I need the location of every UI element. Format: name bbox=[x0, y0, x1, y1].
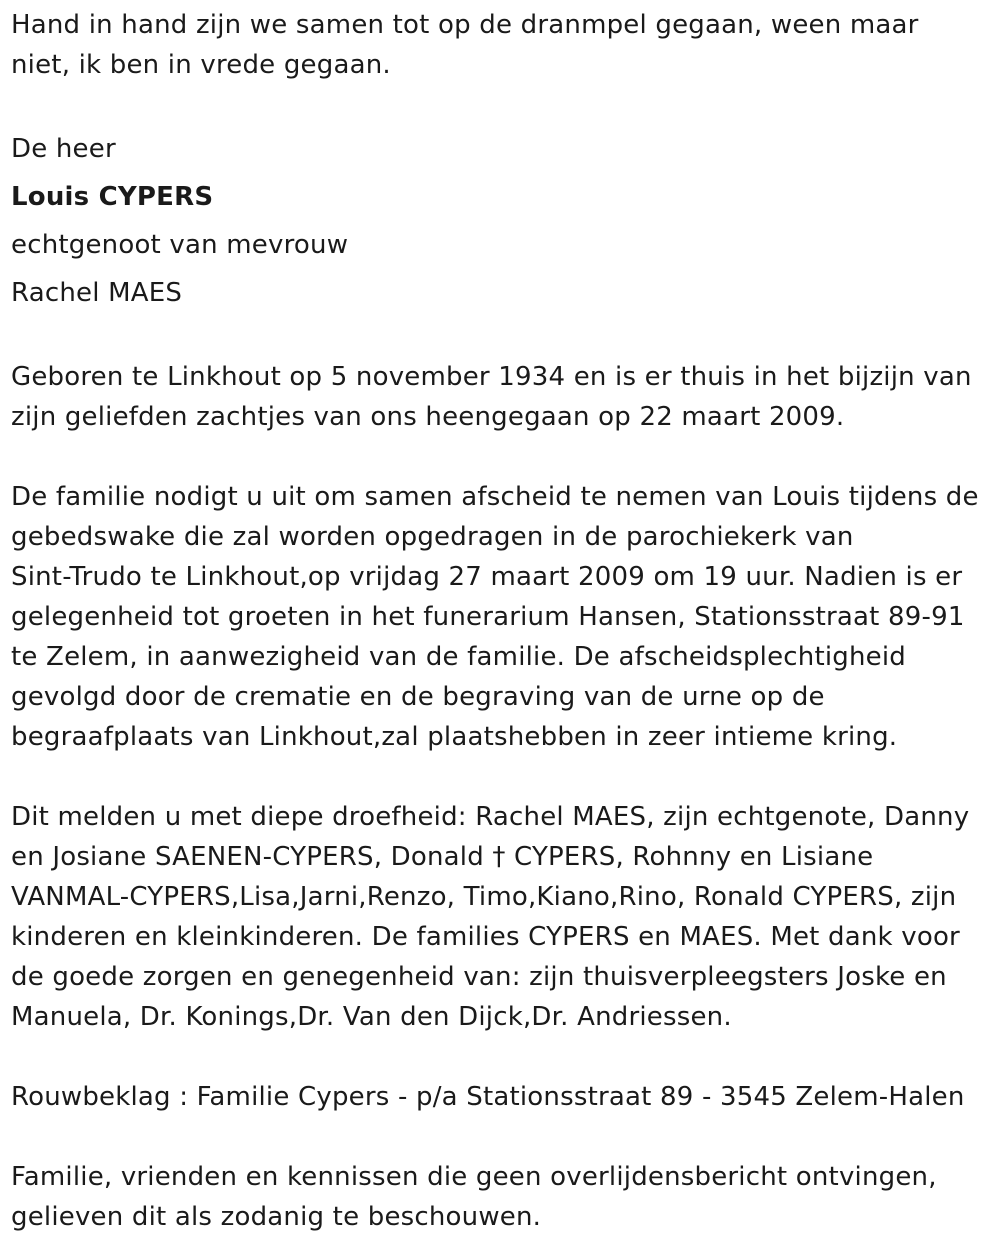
spacer bbox=[11, 85, 991, 125]
opening-quote: Hand in hand zijn we samen tot op de dranmpel gegaan, ween maar niet, ik ben in vrede gegaan. bbox=[11, 10, 919, 80]
salutation: De heer bbox=[11, 134, 116, 164]
spacer bbox=[11, 757, 991, 797]
spacer bbox=[11, 1037, 991, 1077]
deceased-name: Louis CYPERS bbox=[11, 182, 214, 212]
spacer bbox=[11, 1117, 991, 1157]
relation-label: echtgenoot van mevrouw bbox=[11, 230, 349, 260]
spacer bbox=[11, 437, 991, 477]
closing-paragraph: Familie, vrienden en kennissen die geen overlijdensbericht ontvingen, gelieven dit als zodanig te beschouwen. bbox=[11, 1162, 937, 1232]
birth-death-paragraph: Geboren te Linkhout op 5 november 1934 en is er thuis in het bijzijn van zijn geliefden zachtjes van ons heengegaan op 22 maart 2009. bbox=[11, 362, 972, 432]
obituary-text bbox=[11, 5, 991, 1237]
announcement-paragraph: Dit melden u met diepe droefheid: Rachel MAES, zijn echtgenote, Danny en Josiane SAENEN-CYPERS, Donald † CYPERS, Rohnny en Lisiane VANMAL-CYPERS,Lisa,Jarni,Renzo, Timo,Kiano,Rino, Ronald CYPERS, zijn kinderen en kleinkinderen. De families CYPERS en MAES. Met dank voor de goede zorgen en genegenheid van: zijn thuisverpleegsters Joske en Manuela, Dr. Konings,Dr. Van den Dijck,Dr. Andriessen. bbox=[11, 802, 970, 1032]
spouse-name: Rachel MAES bbox=[11, 278, 183, 308]
spacer bbox=[11, 317, 991, 357]
condolences-address: Rouwbeklag : Familie Cypers - p/a Stationsstraat 89 - 3545 Zelem-Halen bbox=[11, 1082, 965, 1112]
ceremony-paragraph: De familie nodigt u uit om samen afscheid te nemen van Louis tijdens de gebedswake die zal worden opgedragen in de parochiekerk van Sint-Trudo te Linkhout,op vrijdag 27 maart 2009 om 19 uur. Nadien is er gelegenheid tot groeten in het funerarium Hansen, Stationsstraat 89-91 te Zelem, in aanwezigheid van de familie. De afscheidsplechtigheid gevolgd door de crematie en de begraving van de urne op de begraafplaats van Linkhout,zal plaatshebben in zeer intieme kring. bbox=[11, 482, 979, 752]
